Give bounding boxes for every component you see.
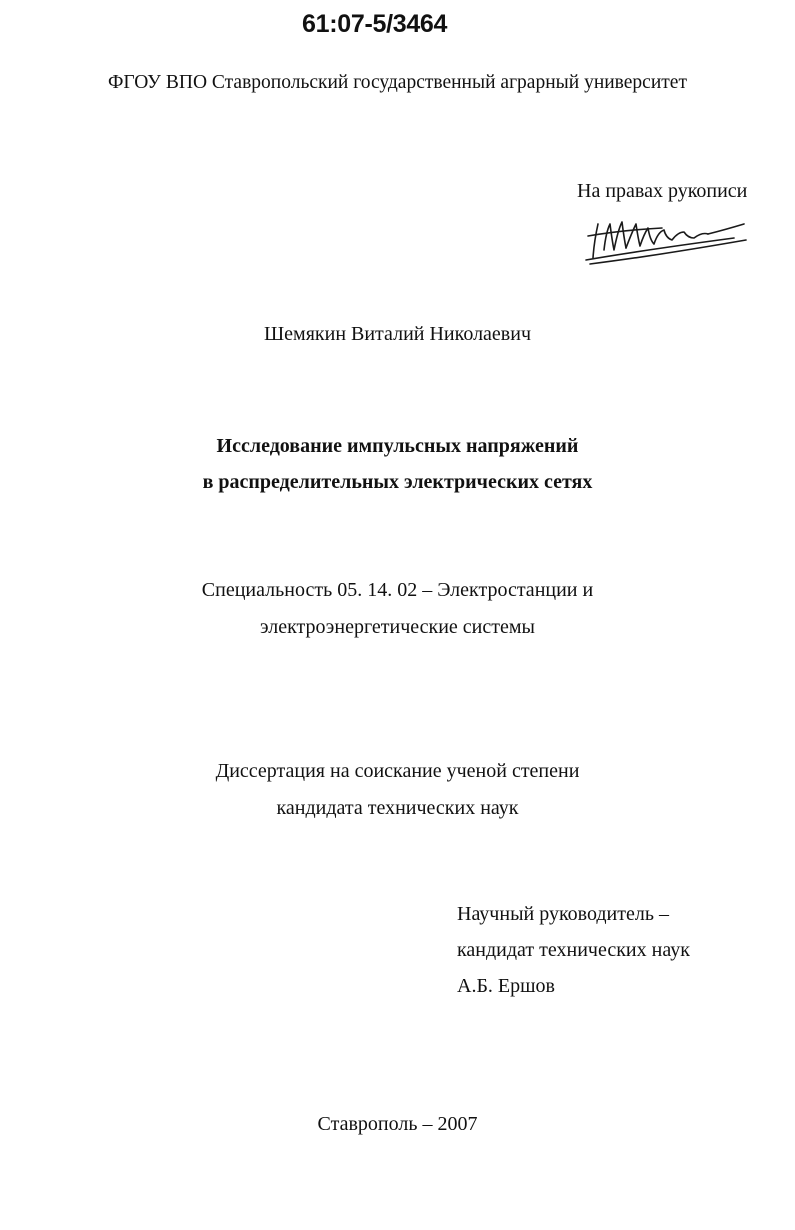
registry-code: 61:07-5/3464 xyxy=(302,10,448,38)
specialty-line-1: Специальность 05. 14. 02 – Электростанции и xyxy=(201,579,594,601)
supervisor-block xyxy=(457,896,690,1004)
title-line-1: Исследование импульсных напряжений xyxy=(216,435,579,457)
supervisor-line-1: Научный руководитель – xyxy=(457,903,669,925)
dissertation-title xyxy=(0,428,795,500)
specialty xyxy=(0,572,795,646)
title-line-2: в распределительных электрических сетях xyxy=(202,471,593,493)
author-name: Шемякин Виталий Николаевич xyxy=(263,323,532,345)
supervisor-line-2: кандидат технических наук xyxy=(457,939,690,961)
supervisor-name: А.Б. Ершов xyxy=(457,975,555,997)
place-year: Ставрополь – 2007 xyxy=(317,1113,478,1135)
handwritten-signature xyxy=(584,210,750,270)
degree-line-2: кандидата технических наук xyxy=(276,797,519,819)
organization-name: ФГОУ ВПО Ставропольский государственный аграрный университет xyxy=(108,72,687,93)
rights-note: На правах рукописи xyxy=(577,180,748,202)
dissertation-degree xyxy=(0,753,795,827)
specialty-line-2: электроэнергетические системы xyxy=(260,616,535,638)
degree-line-1: Диссертация на соискание ученой степени xyxy=(215,760,580,782)
